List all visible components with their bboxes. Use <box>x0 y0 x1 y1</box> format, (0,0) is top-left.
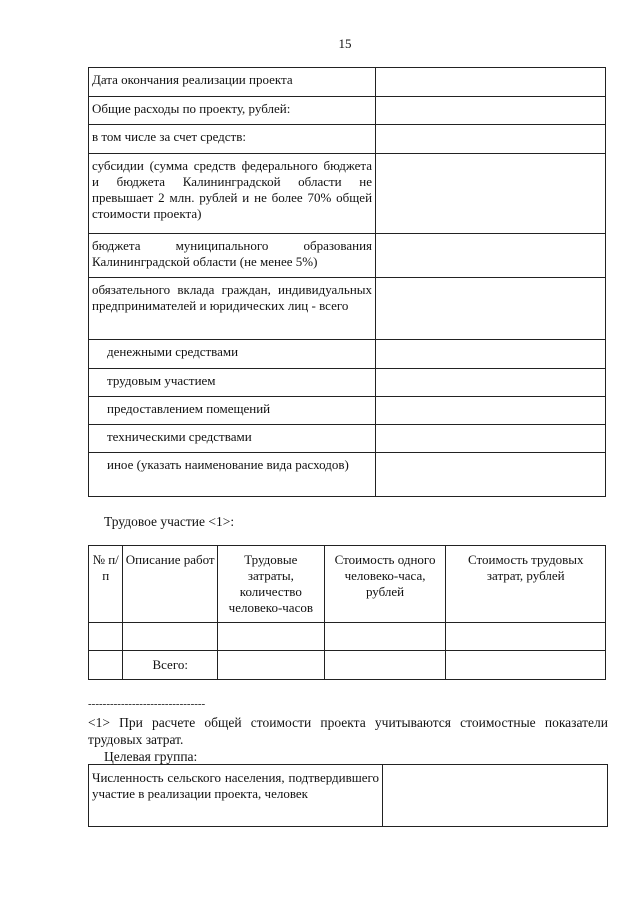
row-value[interactable] <box>376 68 606 97</box>
table-row <box>89 765 608 827</box>
table-row <box>89 397 606 425</box>
page-number: 15 <box>338 36 352 51</box>
row-value[interactable] <box>376 278 606 340</box>
total-row <box>89 651 606 680</box>
table-row <box>89 125 606 154</box>
table-header-row <box>89 546 606 623</box>
column-header: Стоимость одного человеко-часа, рублей <box>324 546 446 623</box>
row-label: Дата окончания реализации проекта <box>89 68 376 97</box>
row-value[interactable] <box>376 369 606 397</box>
row-value[interactable] <box>376 97 606 125</box>
cell[interactable] <box>324 651 446 680</box>
row-label: в том числе за счет средств: <box>89 125 376 154</box>
row-label: иное (указать наименование вида расходов) <box>89 453 376 497</box>
cell <box>89 651 123 680</box>
cell[interactable] <box>218 651 325 680</box>
table-row <box>89 453 606 497</box>
cell[interactable] <box>218 623 325 651</box>
row-value[interactable] <box>383 765 608 827</box>
row-value[interactable] <box>376 234 606 278</box>
row-value[interactable] <box>376 340 606 369</box>
cell[interactable] <box>446 651 606 680</box>
cell[interactable] <box>446 623 606 651</box>
table-row <box>89 425 606 453</box>
table-row <box>89 340 606 369</box>
column-header: Описание работ <box>123 546 218 623</box>
table-row <box>89 369 606 397</box>
row-value[interactable] <box>376 453 606 497</box>
footnote-separator: -------------------------------- <box>88 698 206 710</box>
row-label: предоставлением помещений <box>89 397 376 425</box>
table-row <box>89 278 606 340</box>
table-row <box>89 623 606 651</box>
row-label: трудовым участием <box>89 369 376 397</box>
target-group-label: Целевая группа: <box>104 749 198 764</box>
row-value[interactable] <box>376 125 606 154</box>
row-label: денежными средствами <box>89 340 376 369</box>
row-label: субсидии (сумма средств федерального бюджета и бюджета Калининградской области не превышает 2 млн. рублей и не более 70% общей стоимости проекта) <box>89 154 376 234</box>
row-label: Общие расходы по проекту, рублей: <box>89 97 376 125</box>
project-budget-table <box>88 67 606 497</box>
row-label: бюджета муниципального образования Калининградской области (не менее 5%) <box>89 234 376 278</box>
cell[interactable] <box>123 623 218 651</box>
target-group-table <box>88 764 608 827</box>
total-label: Всего: <box>123 651 218 680</box>
labor-participation-table <box>88 545 606 680</box>
row-label: Численность сельского населения, подтвердившего участие в реализации проекта, человек <box>89 765 383 827</box>
labor-intro: Трудовое участие <1>: <box>104 514 235 529</box>
footnote-text: <1> При расчете общей стоимости проекта учитываются стоимостные показатели трудовых затрат. <box>88 715 608 747</box>
table-row <box>89 154 606 234</box>
cell[interactable] <box>324 623 446 651</box>
row-value[interactable] <box>376 154 606 234</box>
table-row <box>89 68 606 97</box>
table-row <box>89 97 606 125</box>
row-value[interactable] <box>376 397 606 425</box>
column-header: № п/п <box>89 546 123 623</box>
row-label: техническими средствами <box>89 425 376 453</box>
column-header: Трудовые затраты, количество человеко-часов <box>218 546 325 623</box>
table-row <box>89 234 606 278</box>
row-label: обязательного вклада граждан, индивидуальных предпринимателей и юридических лиц - всего <box>89 278 376 340</box>
row-value[interactable] <box>376 425 606 453</box>
column-header: Стоимость трудовых затрат, рублей <box>446 546 606 623</box>
cell[interactable] <box>89 623 123 651</box>
